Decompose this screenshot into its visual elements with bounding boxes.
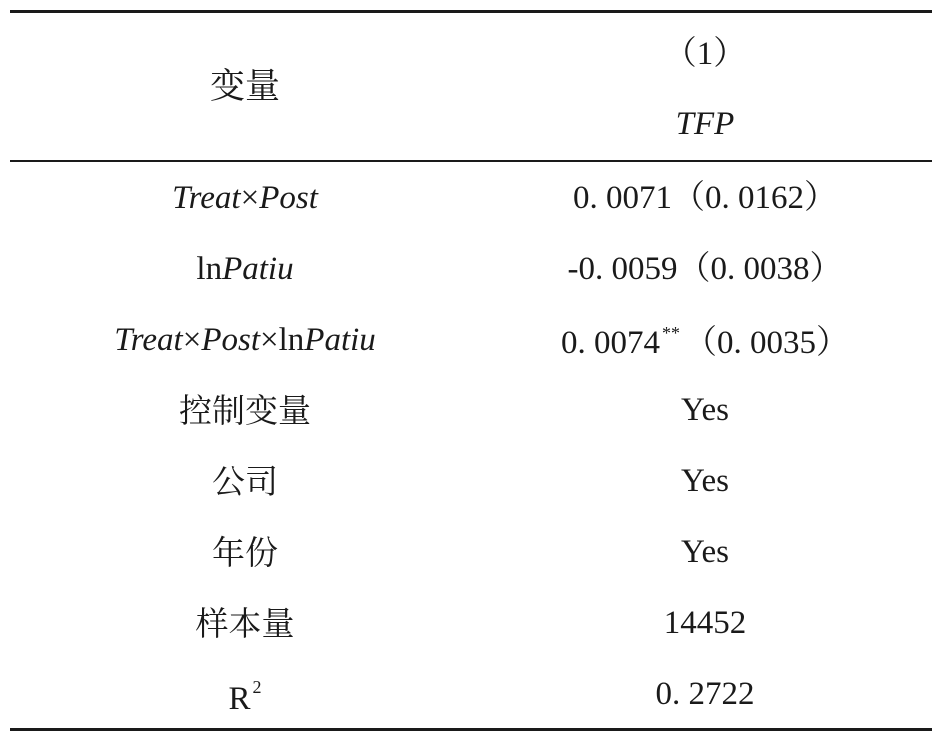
row-value-lnpatiu: [470, 253, 938, 286]
row-value-firm: Yes: [680, 463, 730, 499]
header-dependent-variable: TFP: [675, 106, 735, 142]
row-label-treat-post: [40, 182, 450, 215]
r-letter: R: [228, 681, 251, 717]
row-value-controls: Yes: [680, 392, 730, 428]
var-patiu: Patiu: [222, 251, 294, 287]
row-label-sample-size: 样本量: [195, 604, 295, 643]
row-value-sample-size: 14452: [663, 605, 747, 641]
row-label-firm: 公司: [212, 462, 278, 501]
r-superscript: 2: [252, 677, 262, 697]
table-bottom-rule: [10, 728, 932, 731]
times-sign: ×: [182, 322, 202, 358]
row-label-r-squared: [40, 678, 450, 716]
header-variable-label: 变量: [209, 67, 280, 107]
row-value-r-squared: 0. 2722: [655, 676, 755, 712]
times-sign: ×: [259, 322, 279, 358]
standard-error: （0. 0035）: [684, 325, 849, 361]
row-value-year: Yes: [680, 534, 730, 570]
table-top-rule: [10, 10, 932, 13]
significance-stars: **: [662, 323, 680, 343]
times-sign: ×: [240, 180, 260, 216]
header-column-number: （1）: [663, 36, 747, 72]
standard-error: （0. 0162）: [672, 180, 837, 216]
var-treat: Treat: [114, 322, 183, 358]
row-label-controls: 控制变量: [179, 391, 311, 430]
coefficient: 0. 0074: [561, 325, 660, 361]
table-header-rule: [10, 160, 932, 162]
coefficient: 0. 0071: [573, 180, 672, 216]
row-value-treat-post: [470, 182, 938, 215]
var-treat: Treat: [172, 180, 241, 216]
row-value-interaction: [470, 324, 938, 360]
standard-error: （0. 0038）: [677, 251, 843, 287]
row-label-interaction: [40, 324, 450, 357]
coefficient: -0. 0059: [567, 251, 678, 287]
var-post: Post: [259, 180, 318, 216]
row-label-lnpatiu: [40, 253, 450, 286]
var-patiu: Patiu: [304, 322, 376, 358]
row-label-year: 年份: [212, 533, 278, 572]
var-ln: ln: [196, 251, 223, 287]
var-ln: ln: [278, 322, 305, 358]
var-post: Post: [201, 322, 260, 358]
